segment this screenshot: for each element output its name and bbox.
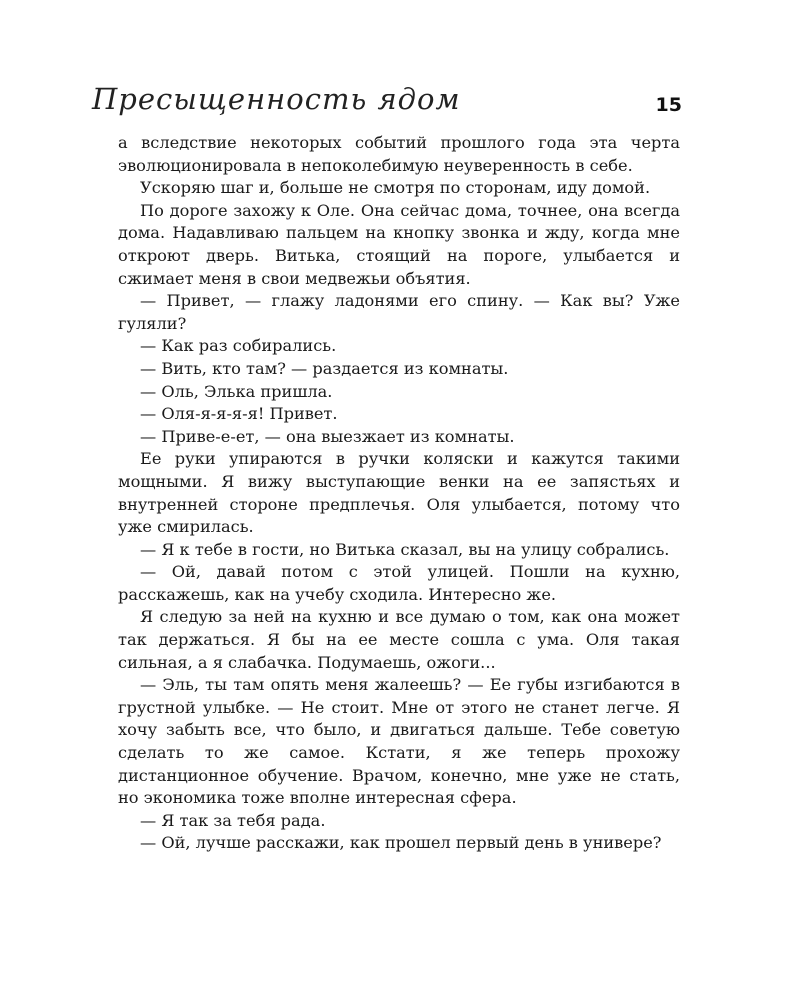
dialogue-line: — Оль, Элька пришла. bbox=[140, 381, 333, 401]
paragraph: Я следую за ней на кухню и все думаю о том, как она может так держаться. Я бы на ее месте сошла с ума. Оля такая сильная, а я слабачка. Подумаешь, ожоги... bbox=[118, 607, 680, 672]
dialogue-line: — Ой, лучше расскажи, как прошел первый день в универе? bbox=[140, 833, 662, 853]
dialogue-line: — Как раз собирались. bbox=[140, 336, 337, 356]
paragraph: По дороге захожу к Оле. Она сейчас дома, точнее, она всегда дома. Надавливаю пальцем на кнопку звонка и жду, когда мне откроют дверь. Витька, стоящий на пороге, улыбается и сжимает меня в свои медвежьи объятия. bbox=[118, 200, 680, 288]
dialogue-line: — Привет, — глажу ладонями его спину. — Как вы? Уже гуляли? bbox=[118, 291, 680, 333]
dialogue-line: — Я так за тебя рада. bbox=[140, 810, 326, 830]
page-body bbox=[118, 132, 680, 855]
dialogue-line: — Ой, давай потом с этой улицей. Пошли на кухню, расскажешь, как на учебу сходила. Интересно же. bbox=[118, 562, 680, 604]
dialogue-line: — Эль, ты там опять меня жалеешь? — Ее губы изгибаются в грустной улыбке. — Не стоит. Мне от этого не станет легче. Я хочу забыть все, что было, и двигаться дальше. Тебе советую сделать то же самое. Кстати, я же теперь прохожу дистанционное обучение. Врачом, конечно, мне уже не стать, но экономика тоже вполне интересная сфера. bbox=[118, 675, 680, 808]
page-number: 15 bbox=[655, 94, 682, 116]
paragraph: а вследствие некоторых событий прошлого года эта черта эволюционировала в непоколебимую неуверенность в себе. bbox=[118, 133, 680, 175]
dialogue-line: — Я к тебе в гости, но Витька сказал, вы на улицу собрались. bbox=[140, 539, 670, 559]
dialogue-line: — Вить, кто там? — раздается из комнаты. bbox=[140, 358, 509, 378]
dialogue-line: — Приве-е-ет, — она выезжает из комнаты. bbox=[140, 426, 515, 446]
paragraph: Ускоряю шаг и, больше не смотря по сторонам, иду домой. bbox=[140, 178, 651, 198]
running-title: Пресыщенность ядом bbox=[92, 82, 461, 116]
paragraph: Ее руки упираются в ручки коляски и кажутся такими мощными. Я вижу выступающие венки на ее запястьях и внутренней стороне предплечья. Оля улыбается, потому что уже смирилась. bbox=[118, 449, 680, 537]
dialogue-line: — Оля-я-я-я-я! Привет. bbox=[140, 404, 338, 424]
